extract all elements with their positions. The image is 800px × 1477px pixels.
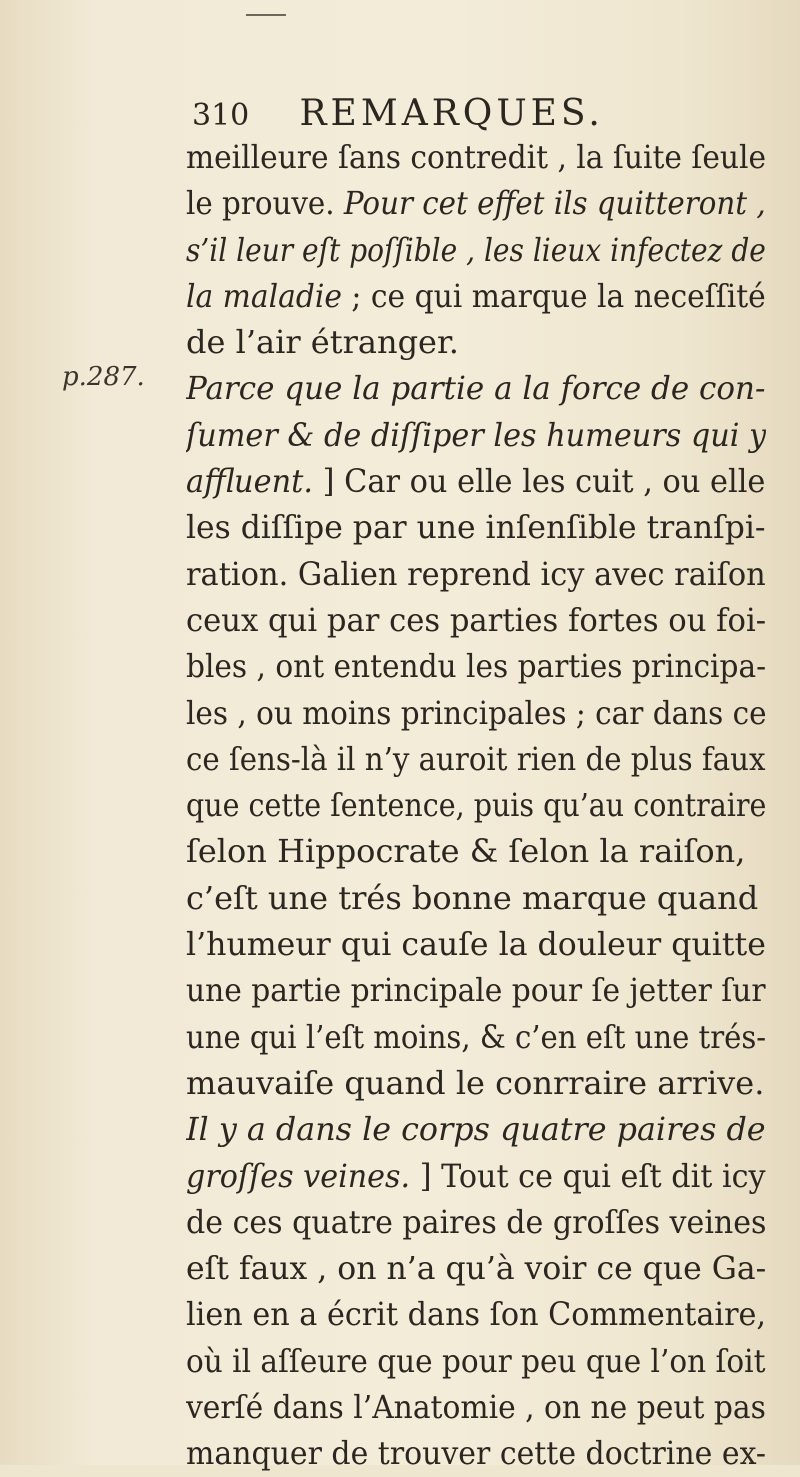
text-run: les diſſipe par une inſenſible tranſpi- [186, 508, 766, 547]
text-run: ce ſens-là il n’y auroit rien de plus faux [186, 739, 766, 778]
text-run: de ces quatre paires de groſſes veines [186, 1202, 767, 1241]
text-line [186, 1338, 766, 1384]
text-line [186, 690, 766, 736]
text-line [186, 1014, 766, 1060]
text-line [186, 458, 766, 504]
body-text [186, 134, 766, 1477]
text-run: verſé dans l’Anatomie , on ne peut pas [186, 1388, 766, 1427]
running-title: REMARQUES. [299, 93, 604, 134]
text-line [186, 365, 766, 411]
text-run: ; ce qui marque la neceſſité [341, 276, 766, 315]
text-run: où il aſſeure que pour peu que l’on ſoit [186, 1341, 766, 1380]
text-line [186, 1245, 766, 1291]
text-line [186, 1060, 766, 1106]
italic-quotation: Il y a dans le corps quatre paires de [186, 1110, 766, 1149]
text-run: mauvaiſe quand le conrraire arrive. [186, 1063, 765, 1102]
text-line [186, 504, 766, 550]
text-line [186, 1430, 766, 1476]
text-line [186, 1153, 766, 1199]
text-line [186, 134, 766, 180]
text-line [186, 875, 766, 921]
text-line [186, 1384, 766, 1430]
text-line [186, 412, 766, 458]
text-line [186, 273, 766, 319]
text-run: bles , ont entendu les parties principa- [186, 647, 766, 686]
text-run: le prouve. [186, 184, 344, 223]
italic-quotation: ſumer & de diſſiper les humeurs qui y [186, 415, 766, 454]
text-run: de l’air étranger. [186, 323, 459, 362]
text-line [186, 551, 766, 597]
running-header [192, 92, 604, 138]
italic-quotation: Parce que la partie a la force de con- [186, 369, 766, 408]
italic-quotation: Pour cet effet ils quitteront , [343, 184, 766, 223]
text-run: ] Tout ce qui eſt dit icy [410, 1156, 766, 1195]
italic-quotation: la maladie [186, 276, 342, 315]
text-run: que cette ſentence, puis qu’au contraire [186, 786, 767, 825]
text-line [186, 319, 766, 365]
text-line [186, 643, 766, 689]
text-line [186, 1199, 766, 1245]
text-line [186, 736, 766, 782]
text-run: ceux qui par ces parties fortes ou foi- [186, 600, 766, 639]
text-run: eſt faux , on n’a qu’à voir ce que Ga- [186, 1249, 766, 1288]
italic-quotation: s’il leur eſt poſſible , les lieux infectez de [186, 230, 766, 269]
text-line [186, 180, 766, 226]
text-line [186, 1291, 766, 1337]
text-run: une partie principale pour ſe jetter ſur [186, 971, 766, 1010]
italic-quotation: groſſes veines. [186, 1156, 411, 1195]
text-run: manquer de trouver cette doctrine ex- [186, 1434, 766, 1473]
text-line [186, 828, 766, 874]
text-line [186, 1106, 766, 1152]
page-number: 310 [192, 98, 250, 133]
text-run: meilleure ſans contredit , la ſuite ſeule [186, 138, 767, 176]
margin-reference: p.287. [62, 362, 145, 392]
text-run: ] Car ou elle les cuit , ou elle [312, 462, 766, 501]
text-line [186, 782, 766, 828]
text-run: lien en a écrit dans ſon Commentaire, [186, 1295, 767, 1334]
text-run: les , ou moins principales ; car dans ce [186, 693, 767, 732]
top-rule [246, 14, 286, 16]
text-run: c’eſt une trés bonne marque quand [186, 878, 759, 917]
text-run: une qui l’eſt moins, & c’en eſt une trés- [186, 1017, 766, 1056]
text-line [186, 227, 766, 273]
text-run: l’humeur qui cauſe la douleur quitte [186, 925, 766, 964]
text-line [186, 921, 766, 967]
text-line [186, 967, 766, 1013]
text-run: ration. Galien reprend icy avec raiſon [186, 554, 766, 593]
italic-quotation: affluent. [186, 462, 313, 501]
text-line [186, 597, 766, 643]
text-run: ſelon Hippocrate & ſelon la raiſon, [186, 832, 746, 871]
